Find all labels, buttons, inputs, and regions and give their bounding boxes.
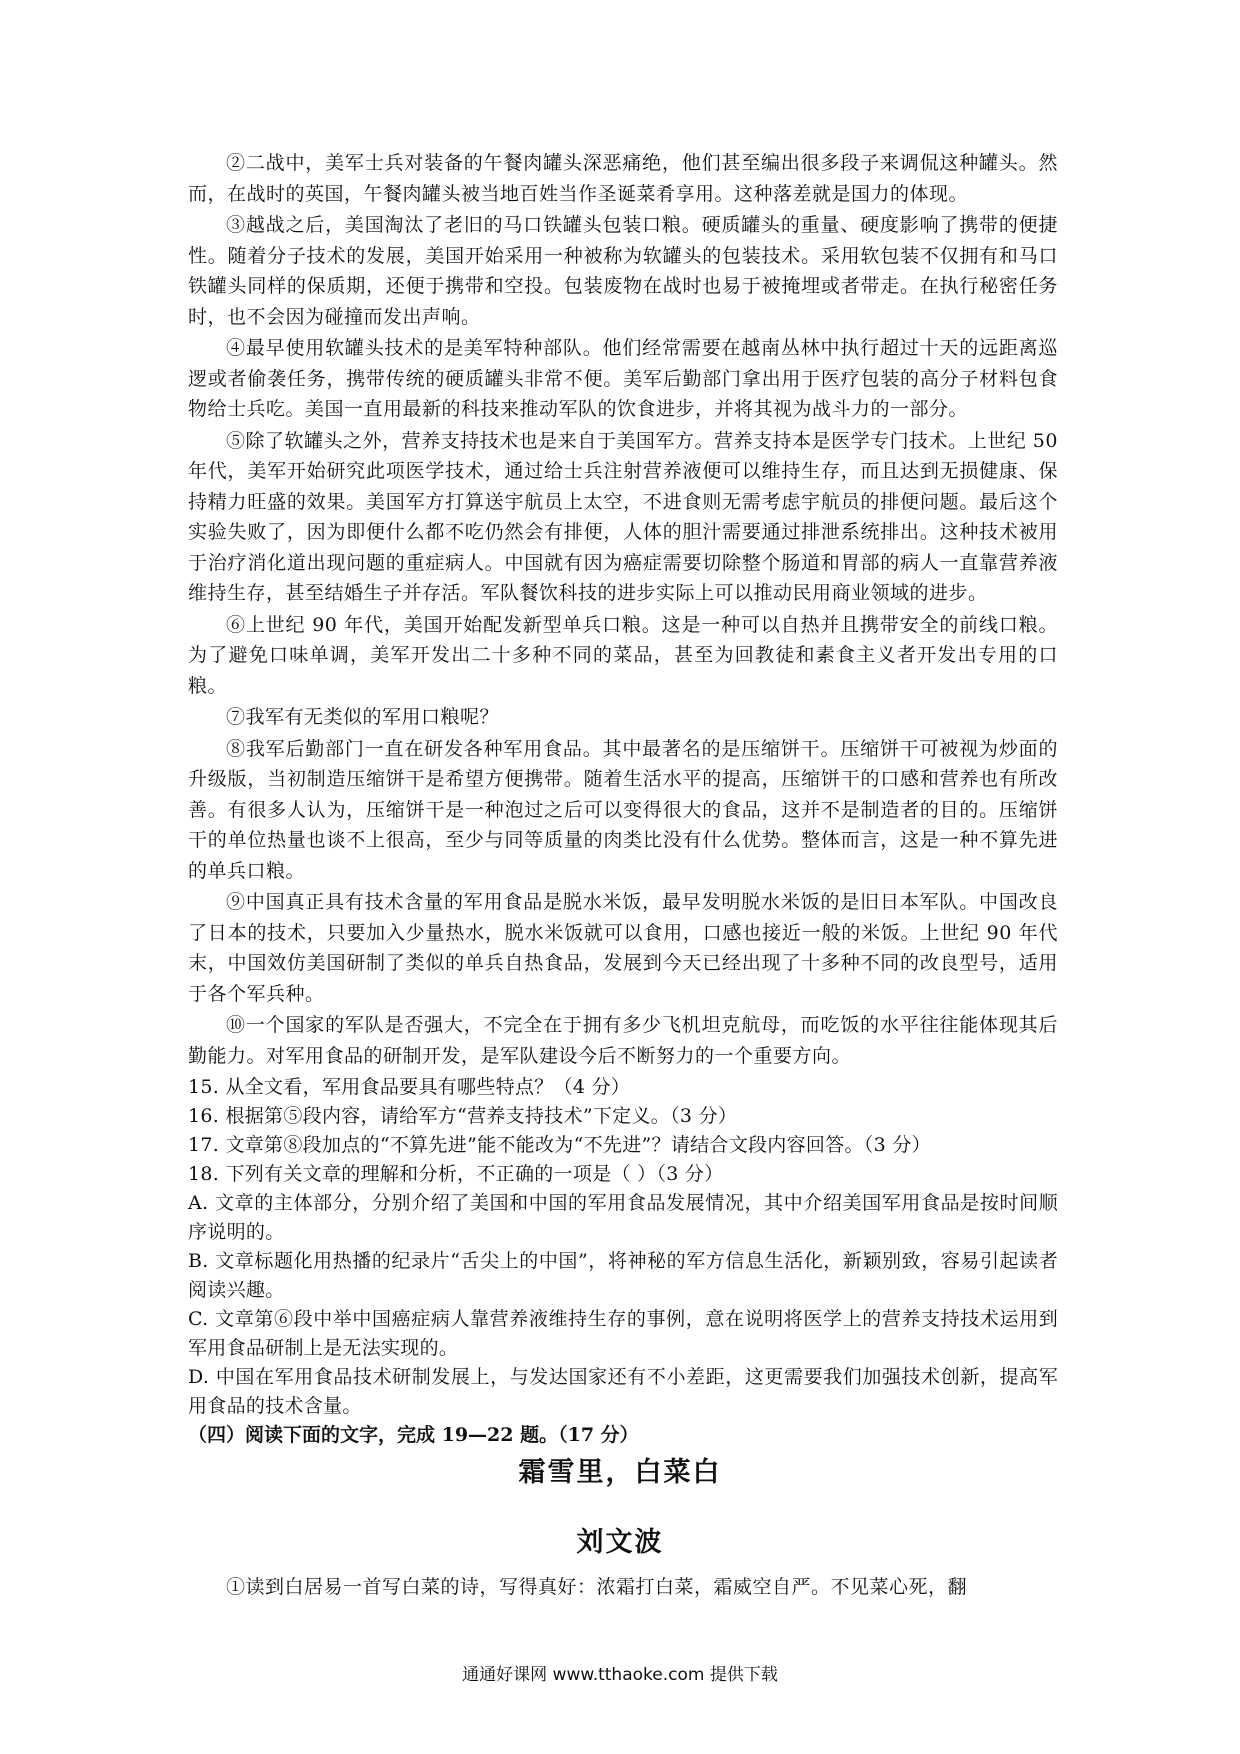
footer-watermark: 通通好课网 www.tthaoke.com 提供下载 (462, 1665, 778, 1685)
paragraph-2: ②二战中，美军士兵对装备的午餐肉罐头深恶痛绝，他们甚至编出很多段子来调侃这种罐头。然而，在战时的英国，午餐肉罐头被当地百姓当作圣诞菜肴享用。这种落差就是国力的体现。 (188, 152, 1058, 205)
paragraph-10: ⑩一个国家的军队是否强大，不完全在于拥有多少飞机坦克航母，而吃饭的水平往往能体现其后勤能力。对军用食品的研制开发，是军队建设今后不断努力的一个重要方向。 (188, 1014, 1058, 1067)
essay-first-line: ①读到白居易一首写白菜的诗，写得真好：浓霜打白菜，霜威空自严。不见菜心死，翻 (226, 1576, 968, 1598)
option-c: C. 文章第⑥段中举中国癌症病人靠营养液维持生存的事例，意在说明将医学上的营养支持技术运用到军用食品研制上是无法实现的。 (188, 1308, 1058, 1359)
paragraph-7: ⑦我军有无类似的军用口粮呢？ (226, 706, 500, 728)
option-b: B. 文章标题化用热播的纪录片“舌尖上的中国”，将神秘的军方信息生活化，新颖别致，容易引起读者阅读兴趣。 (188, 1250, 1058, 1301)
essay-title: 霜雪里，白菜白 (518, 1457, 722, 1488)
essay-author: 刘文波 (576, 1527, 664, 1558)
paragraph-8: ⑧我军后勤部门一直在研发各种军用食品。其中最著名的是压缩饼干。压缩饼干可被视为炒面的升级版，当初制造压缩饼干是希望方便携带。随着生活水平的提高，压缩饼干的口感和营养也有所改善。有很多人认为，压缩饼干是一种泡过之后可以变得很大的食品，这并不是制造者的目的。压缩饼干的单位热量也谈不上很高，至少与同等质量的肉类比没有什么优势。整体而言，这是一种不算先进的单兵口粮。 (188, 737, 1058, 882)
question-18: 18. 下列有关文章的理解和分析，不正确的一项是（ ）（3 分） (188, 1163, 724, 1185)
paragraph-3: ③越战之后，美国淘汰了老旧的马口铁罐头包装口粮。硬质罐头的重量、硬度影响了携带的便捷性。随着分子技术的发展，美国开始采用一种被称为软罐头的包装技术。采用软包装不仅拥有和马口铁罐头同样的保质期，还便于携带和空投。包装废物在战时也易于被掩埋或者带走。在执行秘密任务时，也不会因为碰撞而发出声响。 (188, 214, 1058, 328)
question-15: 15. 从全文看，军用食品要具有哪些特点？（4 分） (188, 1076, 631, 1098)
question-16: 16. 根据第⑤段内容，请给军方“营养支持技术”下定义。（3 分） (188, 1105, 738, 1127)
paragraph-5: ⑤除了软罐头之外，营养支持技术也是来自于美国军方。营养支持本是医学专门技术。上世纪 50 年代，美军开始研究此项医学技术，通过给士兵注射营养液便可以维持生存，而且达到无损健康、保持精力旺盛的效果。美国军方打算送宇航员上太空，不进食则无需考虑宇航员的排便问题。最后这个实验失败了，因为即便什么都不吃仍然会有排便，人体的胆汁需要通过排泄系统排出。这种技术被用于治疗消化道出现问题的重症病人。中国就有因为癌症需要切除整个肠道和胃部的病人一直靠营养液维持生存，甚至结婚生子并存活。军队餐饮科技的进步实际上可以推动民用商业领域的进步。 (188, 429, 1058, 604)
question-block (188, 1073, 1058, 1450)
option-d: D. 中国在军用食品技术研制发展上，与发达国家还有不小差距，这更需要我们加强技术创新，提高军用食品的技术含量。 (188, 1366, 1058, 1417)
paragraph-6: ⑥上世纪 90 年代，美国开始配发新型单兵口粮。这是一种可以自热并且携带安全的前线口粮。为了避免口味单调，美军开发出二十多种不同的菜品，甚至为回教徒和素食主义者开发出专用的口粮。 (188, 613, 1058, 697)
section-4-heading: （四）阅读下面的文字，完成 19—22 题。（17 分） (188, 1424, 639, 1446)
article-body (188, 148, 1058, 1072)
question-17: 17. 文章第⑧段加点的“不算先进”能不能改为“不先进”？请结合文段内容回答。（3 分） (188, 1134, 931, 1156)
paragraph-4: ④最早使用软罐头技术的是美军特种部队。他们经常需要在越南丛林中执行超过十天的远距离巡逻或者偷袭任务，携带传统的硬质罐头非常不便。美军后勤部门拿出用于医疗包装的高分子材料包食物给士兵吃。美国一直用最新的科技来推动军队的饮食进步，并将其视为战斗力的一部分。 (188, 337, 1058, 420)
paragraph-9: ⑨中国真正具有技术含量的军用食品是脱水米饭，最早发明脱水米饭的是旧日本军队。中国改良了日本的技术，只要加入少量热水，脱水米饭就可以食用，口感也接近一般的米饭。上世纪 90 年代末，中国效仿美国研制了类似的单兵自热食品，发展到今天已经出现了十多种不同的改良型号，适用于各个军兵种。 (188, 891, 1058, 1005)
option-a: A. 文章的主体部分，分别介绍了美国和中国的军用食品发展情况，其中介绍美国军用食品是按时间顺序说明的。 (188, 1192, 1058, 1243)
